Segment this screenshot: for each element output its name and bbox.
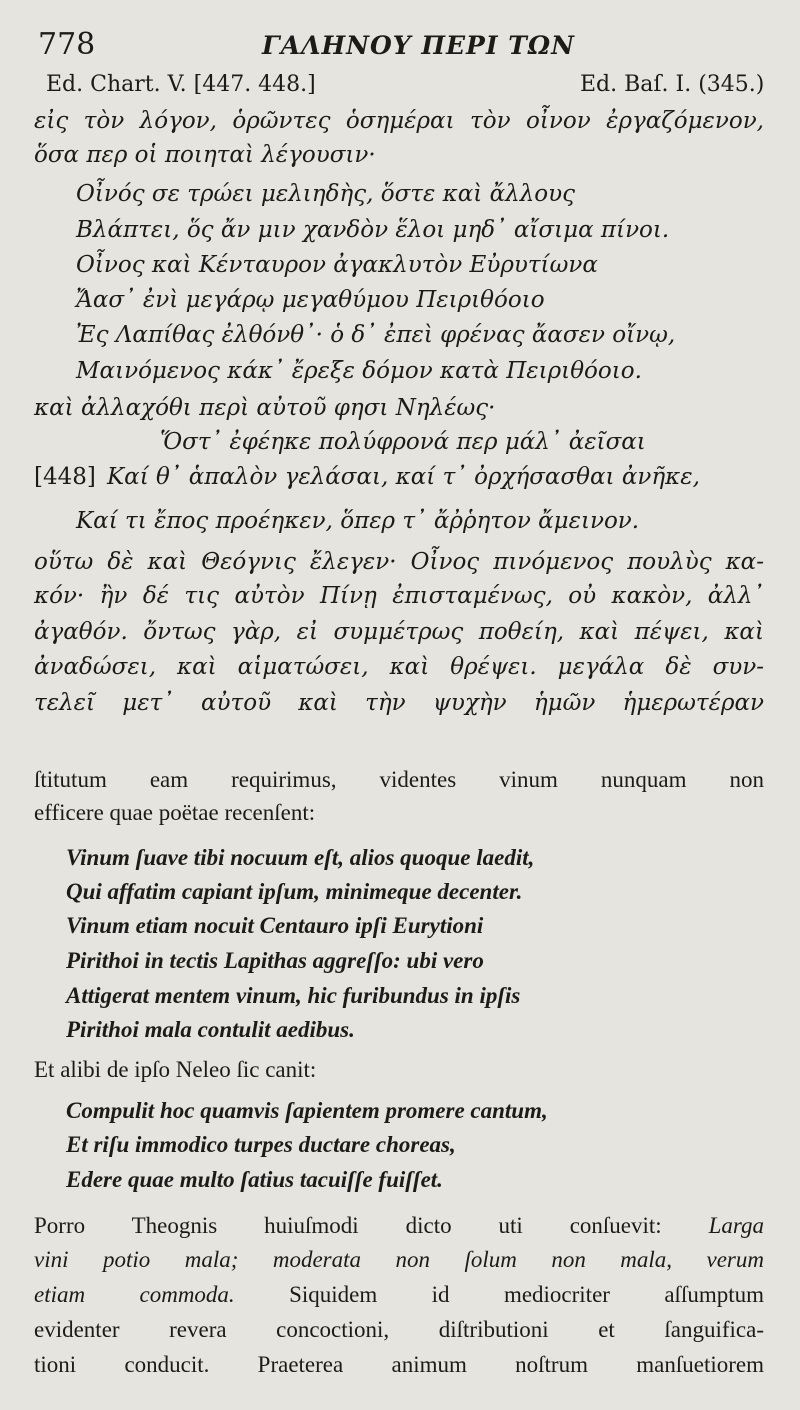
greek-verse-line: Οἶνος καὶ Κένταυρον ἀγακλυτὸν Εὐρυτίωνα xyxy=(76,252,598,278)
latin-intro-line: ſtitutum eam requirimus, videntes vinum nunquam non xyxy=(34,767,764,792)
greek-prose-line: οὕτω δὲ καὶ Θεόγνις ἔλεγεν· Οἶνος πινόμενος πουλὺς κα- xyxy=(34,549,764,575)
running-title: ΓΑΛΗΝΟΥ ΠΕΡΙ ΤΩΝ xyxy=(262,31,575,60)
greek-verse-line: Ὅστ᾽ ἐφέηκε πολύφρονά περ μάλ᾽ ἀεῖσαι xyxy=(160,429,646,455)
latin-prose-line: tioni conducit. Praeterea animum noſtrum manſuetiorem xyxy=(34,1352,764,1377)
page-number: 778 xyxy=(38,27,96,62)
latin-verse-line: Qui affatim capiant ipſum, minimeque decenter. xyxy=(66,879,523,904)
latin-prose-italic: Larga xyxy=(708,1213,764,1238)
latin-verse-line: Compulit hoc quamvis ſapientem promere cantum, xyxy=(66,1098,548,1123)
greek-verse-line: Μαινόμενος κάκ᾽ ἔρεξε δόμον κατὰ Πειριθόοιο. xyxy=(76,358,642,384)
greek-prose-line: ἀγαθόν. ὄντως γὰρ, εἰ συμμέτρως ποθείη, καὶ πέψει, καὶ xyxy=(34,619,764,645)
page-bracket-number: [448] xyxy=(34,464,96,490)
latin-intro-line: efficere quae poëtae recenſent: xyxy=(34,800,316,825)
edition-reference-left: Ed. Chart. V. [447. 448.] xyxy=(46,72,316,97)
greek-verse-line: Ἄασ᾽ ἐνὶ μεγάρῳ μεγαθύμου Πειριθόοιο xyxy=(76,287,545,313)
latin-verse-line: Attigerat mentem vinum, hic furibundus in ipſis xyxy=(66,983,521,1008)
latin-verse-line: Vinum ſuave tibi nocuum eſt, alios quoque laedit, xyxy=(66,845,535,870)
greek-prose-line: κόν· ἢν δέ τις αὐτὸν Πίνῃ ἐπισταμένως, οὐ κακὸν, ἀλλ᾽ xyxy=(34,583,764,609)
greek-verse-line: Οἶνός σε τρώει μελιηδὴς, ὅστε καὶ ἄλλους xyxy=(76,181,575,207)
latin-prose-line: vini potio mala; moderata non ſolum non mala, verum xyxy=(34,1247,764,1272)
latin-prose-italic: etiam commoda. xyxy=(34,1282,235,1307)
latin-prose-text: Siquidem id mediocriter aſſumptum xyxy=(234,1282,764,1307)
greek-verse-line: Καί θ᾽ ἁπαλὸν γελάσαι, καί τ᾽ ὀρχήσασθαι ἀνῆκε, xyxy=(107,464,700,490)
greek-verse-line: Ἐς Λαπίθας ἐλθόνθ᾽· ὁ δ᾽ ἐπεὶ φρένας ἄασεν οἴνῳ, xyxy=(76,322,676,348)
latin-transition-line: Et alibi de ipſo Neleo ſic canit: xyxy=(34,1057,317,1082)
greek-intro-line: εἰς τὸν λόγον, ὁρῶντες ὁσημέραι τὸν οἶνον ἐργαζόμενον, xyxy=(34,108,764,134)
latin-prose-line xyxy=(34,1214,764,1237)
latin-verse-line: Pirithoi in tectis Lapithas aggreſſo: ubi vero xyxy=(66,948,484,973)
latin-verse-line: Edere quae multo ſatius tacuiſſe fuiſſet. xyxy=(66,1167,443,1192)
greek-prose-line: τελεῖ μετ᾽ αὐτοῦ καὶ τὴν ψυχὴν ἡμῶν ἡμερωτέραν xyxy=(34,690,764,716)
latin-prose-line xyxy=(34,1283,764,1306)
greek-verse-line: Βλάπτει, ὅς ἄν μιν χανδὸν ἕλοι μηδ᾽ αἴσιμα πίνοι. xyxy=(76,217,670,243)
latin-verse-line: Et riſu immodico turpes ductare choreas, xyxy=(66,1132,456,1157)
latin-verse-line: Pirithoi mala contulit aedibus. xyxy=(66,1017,355,1042)
greek-verse-line: Καί τι ἔπος προέηκεν, ὅπερ τ᾽ ἄῤῥητον ἄμεινον. xyxy=(76,508,640,534)
greek-transition-line: καὶ ἀλλαχόθι περὶ αὐτοῦ φησι Νηλέως· xyxy=(34,395,496,421)
latin-verse-line: Vinum etiam nocuit Centauro ipſi Eurytioni xyxy=(66,913,484,938)
greek-prose-line: ἀναδώσει, καὶ αἱματώσει, καὶ θρέψει. μεγάλα δὲ συν- xyxy=(34,654,764,680)
edition-reference-right: Ed. Baſ. I. (345.) xyxy=(580,72,765,97)
greek-intro-line: ὅσα περ οἱ ποιηταὶ λέγουσιν· xyxy=(34,142,376,168)
latin-prose-text: Porro Theognis huiuſmodi dicto uti conſuevit: xyxy=(34,1213,709,1238)
latin-prose-line: evidenter revera concoctioni, diſtributioni et ſanguifica- xyxy=(34,1317,764,1342)
